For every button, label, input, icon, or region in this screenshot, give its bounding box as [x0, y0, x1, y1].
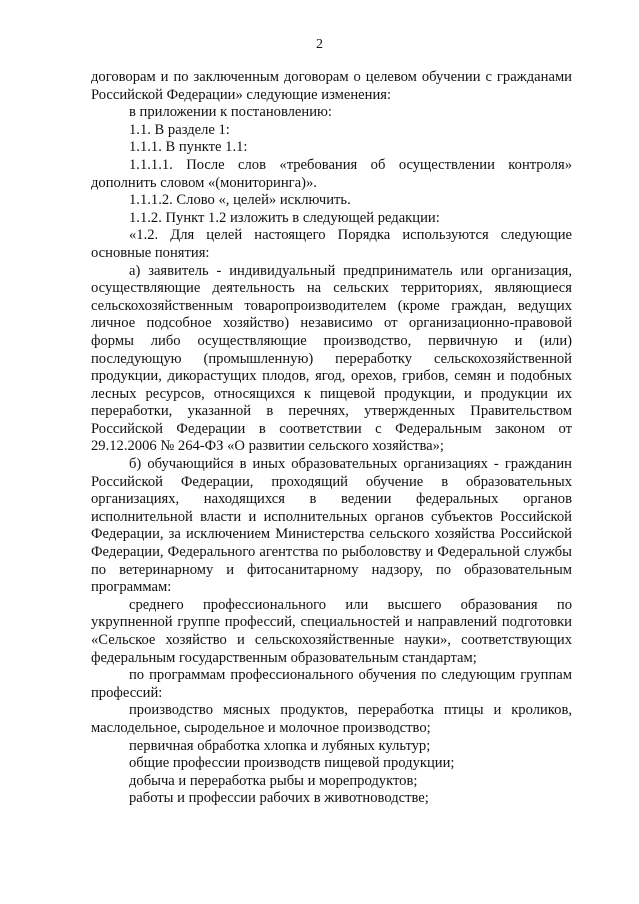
- paragraph: «1.2. Для целей настоящего Порядка используются следующие основные понятия:: [91, 227, 572, 261]
- paragraph: первичная обработка хлопка и лубяных культур;: [129, 737, 431, 754]
- paragraph: общие профессии производств пищевой продукции;: [129, 755, 455, 772]
- paragraph: работы и профессии рабочих в животноводстве;: [129, 790, 429, 807]
- paragraph: 1.1. В разделе 1:: [129, 121, 230, 138]
- paragraph: а) заявитель - индивидуальный предприниматель или организация, осуществляющие деятельность на сельских территориях, являющиеся сельскохозяйственным товаропроизводителем (кроме граждан, ведущих личное подсобное хозяйство) независимо от организационно-правовой формы либо осуществляющие производство, первичную и (или) последующую (промышленную) переработку сельскохозяйственной продукции, дикорастущих плодов, ягод, орехов, грибов, семян и подобных лесных ресурсов, относящихся к пищевой продукции, и продукции их переработки, указанной в перечнях, утвержденных Правительством Российской Федерации в соответствии с Федеральным законом от 29.12.2006 № 264-ФЗ «О развитии сельского хозяйства»;: [91, 262, 572, 455]
- paragraph: в приложении к постановлению:: [129, 104, 332, 121]
- paragraph: добыча и переработка рыбы и морепродуктов;: [129, 772, 418, 789]
- paragraph: среднего профессионального или высшего образования по укрупненной группе профессий, специальностей и направлений подготовки «Сельское хозяйство и сельскохозяйственные науки», соответствующих федеральным государственным образовательным стандартам;: [91, 596, 572, 666]
- paragraph: по программам профессионального обучения по следующим группам профессий:: [91, 667, 572, 701]
- paragraph: б) обучающийся в иных образовательных организациях - гражданин Российской Федерации, проходящий обучение в образовательных организациях, находящихся в ведении федеральных органов исполнительной власти и исполнительных органов субъектов Российской Федерации, за исключением Министерства сельского хозяйства Российской Федерации, Федерального агентства по рыболовству и Федеральной службы по ветеринарному и фитосанитарному надзору, по образовательным программам:: [91, 456, 572, 596]
- paragraph: 1.1.2. Пункт 1.2 изложить в следующей редакции:: [129, 209, 440, 226]
- paragraph: 1.1.1.1. После слов «требования об осуществлении контроля» дополнить словом «(мониторинга)».: [91, 156, 572, 191]
- document-body: [91, 69, 572, 808]
- paragraph: договорам и по заключенным договорам о целевом обучении с гражданами Российской Федерации» следующие изменения:: [91, 69, 572, 103]
- paragraph: производство мясных продуктов, переработка птицы и кроликов, маслодельное, сыродельное и молочное производство;: [91, 702, 572, 736]
- paragraph: 1.1.1. В пункте 1.1:: [129, 139, 248, 156]
- paragraph: 1.1.1.2. Слово «, целей» исключить.: [129, 192, 351, 209]
- page-number: 2: [316, 37, 323, 52]
